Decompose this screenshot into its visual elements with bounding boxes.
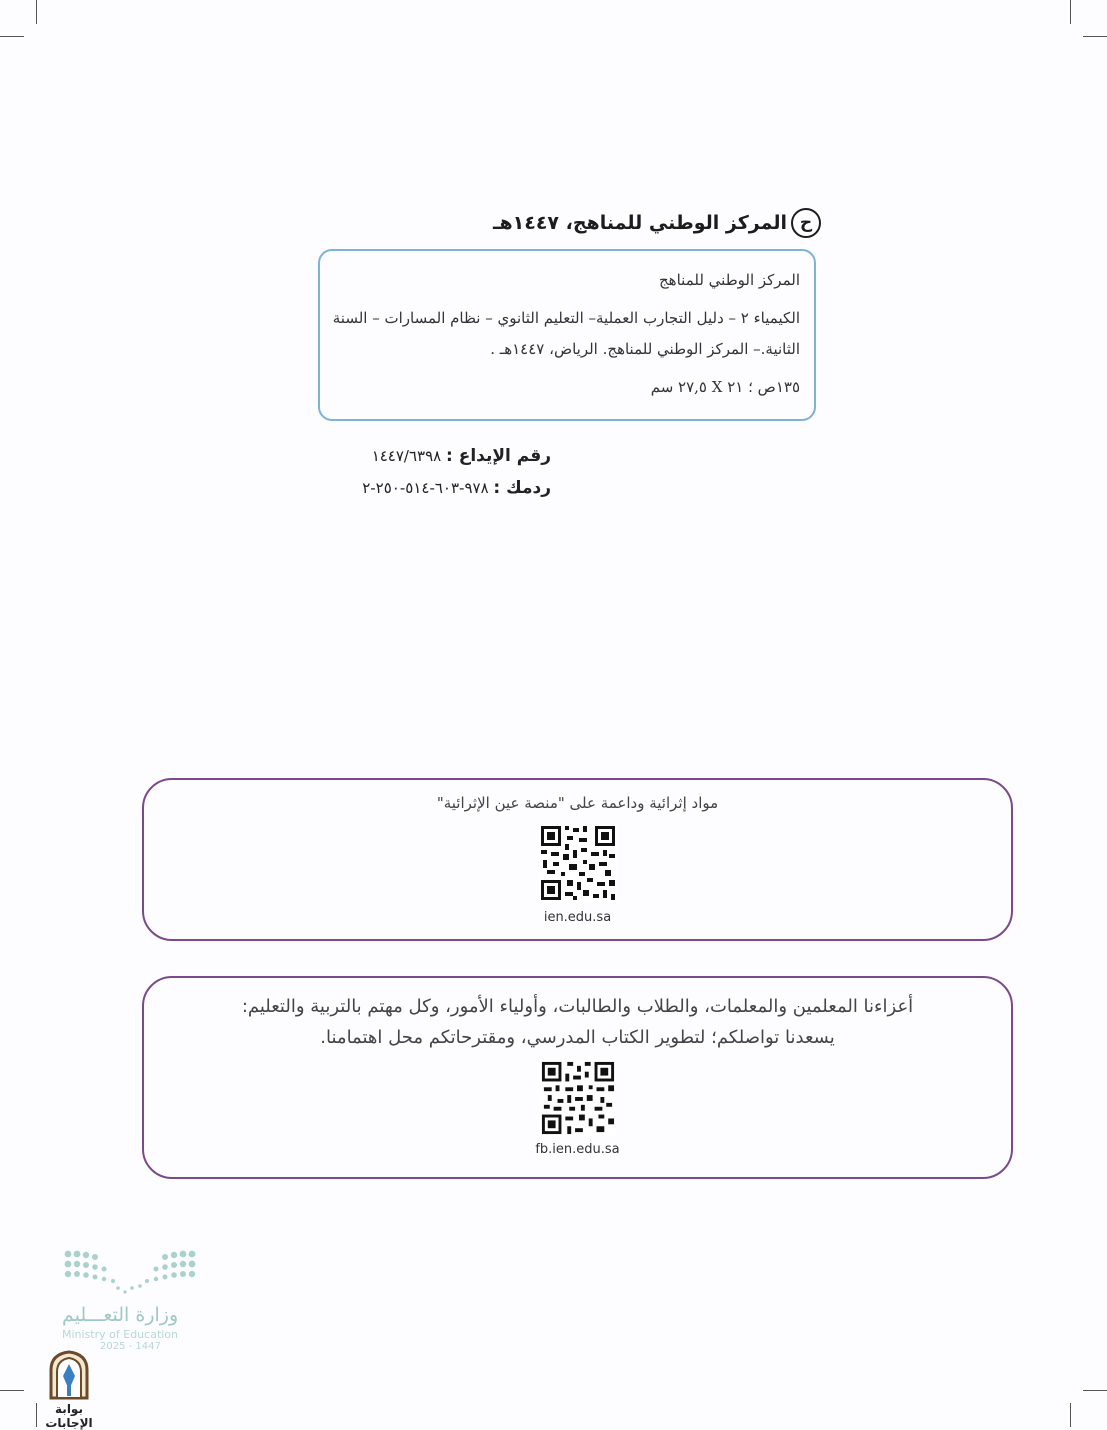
catalog-line-2: الثانية.– المركز الوطني للمناهج. الرياض، ١٤٤٧هـ .	[490, 340, 800, 358]
ministry-year: 2025 - 1447	[100, 1341, 161, 1352]
badge-label: بوابة الإجابات	[45, 1402, 93, 1430]
copyright-text: المركز الوطني للمناهج، ١٤٤٧هـ	[492, 212, 787, 234]
catalog-publisher: المركز الوطني للمناهج	[659, 271, 800, 289]
isbn-label: ردمك :	[493, 478, 551, 498]
qr-code-icon[interactable]	[540, 1060, 616, 1136]
crop-mark	[1083, 1390, 1107, 1391]
enrichment-box	[142, 778, 1013, 941]
mosque-arch-icon	[47, 1350, 91, 1400]
crop-mark	[1083, 36, 1107, 37]
crop-mark	[1070, 0, 1071, 24]
ministry-logo	[62, 1248, 202, 1352]
crop-mark	[1070, 1403, 1071, 1427]
crop-mark	[36, 0, 37, 24]
ministry-dots-icon	[62, 1248, 198, 1296]
deposit-label: رقم الإيداع :	[445, 446, 551, 466]
feedback-url[interactable]: fb.ien.edu.sa	[535, 1142, 620, 1157]
qr-code-icon[interactable]	[539, 824, 617, 902]
ministry-name-arabic: وزارة التعـــليم	[62, 1304, 179, 1326]
deposit-number	[372, 446, 551, 466]
enrichment-url[interactable]: ien.edu.sa	[543, 910, 612, 925]
copyright-symbol: ح	[791, 208, 821, 238]
ministry-name-english: Ministry of Education	[62, 1328, 179, 1341]
feedback-line-2: يسعدنا تواصلكم؛ لتطوير الكتاب المدرسي، ومقترحاتكم محل اهتمامنا.	[320, 1027, 835, 1048]
crop-mark	[0, 36, 24, 37]
crop-mark	[0, 1390, 24, 1391]
feedback-line-1: أعزاءنا المعلمين والمعلمات، والطلاب والطالبات، وأولياء الأمور، وكل مهتم بالتربية والتعليم:	[241, 996, 914, 1017]
feedback-box	[142, 976, 1013, 1179]
deposit-value: ١٤٤٧/٦٣٩٨	[371, 447, 442, 465]
catalog-line-1: الكيمياء ٢ – دليل التجارب العملية– التعليم الثانوي – نظام المسارات – السنة	[332, 309, 800, 327]
answers-portal-badge[interactable]	[32, 1350, 106, 1430]
copyright-line	[493, 208, 821, 238]
cataloging-box	[318, 249, 816, 421]
catalog-line-3: ١٣٥ص ؛ ٢١ X ٢٧,٥ سم	[650, 378, 800, 396]
enrichment-title: مواد إثرائية وداعمة على "منصة عين الإثرائية"	[436, 794, 719, 812]
isbn-number	[362, 478, 551, 498]
isbn-value: ٩٧٨-٦٠٣-٥١٤-٢٥٠-٢	[362, 479, 489, 497]
